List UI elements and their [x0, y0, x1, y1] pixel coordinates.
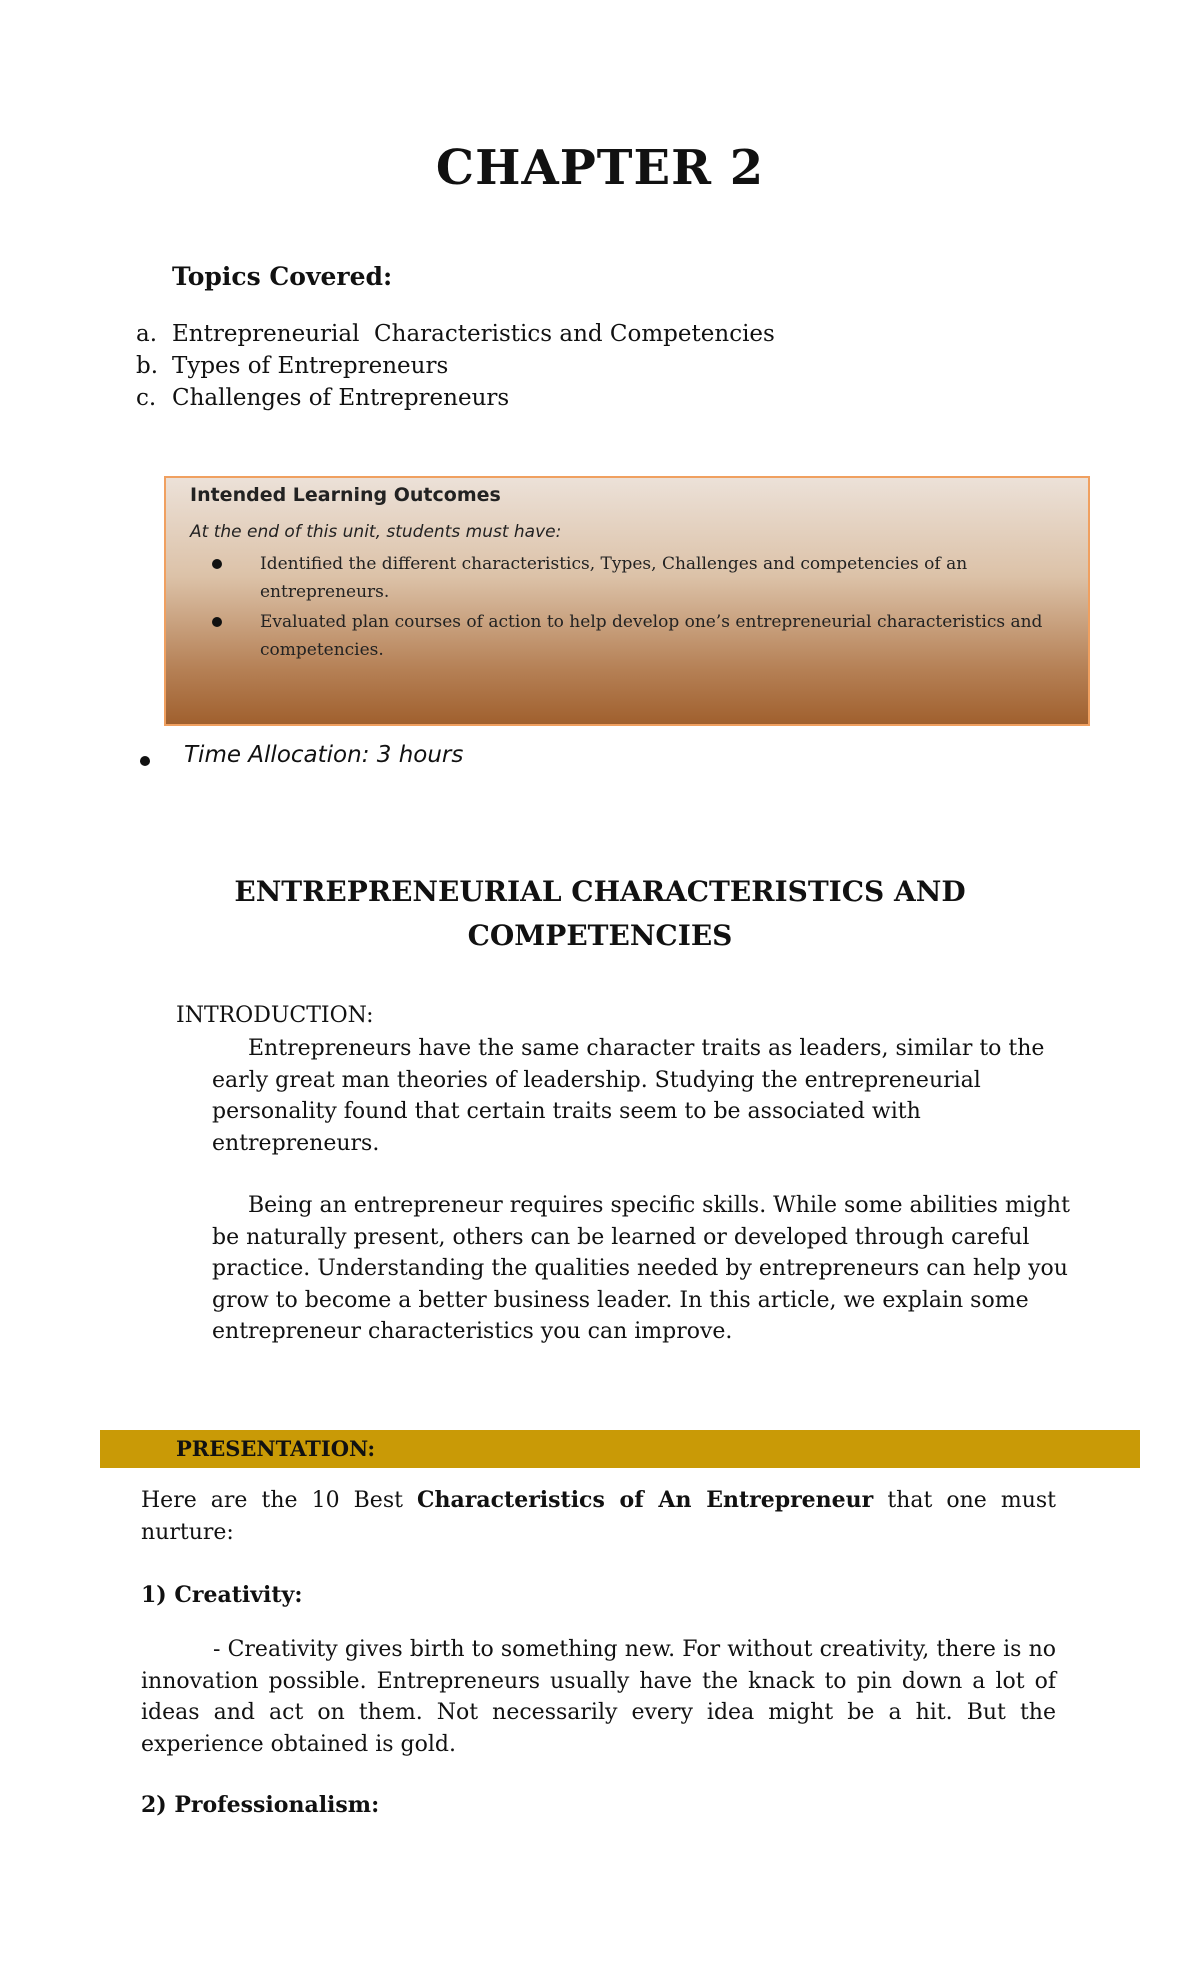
- topic-item: [136, 350, 775, 382]
- presentation-lead: [141, 1485, 1063, 1548]
- introduction-paragraph: Entrepreneurs have the same character traits as leaders, similar to the early great man theories of leadership. Studying the entrepreneurial personality found that certain traits seem to be associated with entrepreneurs.: [212, 1036, 1045, 1156]
- topics-list: [136, 318, 775, 414]
- learning-outcome-text: Identified the different characteristics, Types, Challenges and competencies of an entrepreneurs.: [260, 554, 968, 602]
- bullet-icon: [212, 559, 222, 569]
- topic-marker: a.: [136, 321, 158, 347]
- topic-label: Entrepreneurial Characteristics and Competencies: [172, 321, 775, 347]
- topic-item: [136, 382, 775, 414]
- characteristic-text: - Creativity gives birth to something new. For without creativity, there is no innovation possible. Entrepreneurs usually have the knack to pin down a lot of ideas and act on them. Not necessarily every idea might be a hit. But the experience obtained is gold.: [141, 1637, 1056, 1757]
- learning-outcomes-title: Intended Learning Outcomes: [190, 484, 501, 506]
- presentation-banner: [100, 1430, 1140, 1468]
- learning-outcomes-box: [164, 476, 1090, 726]
- topics-heading: Topics Covered:: [172, 262, 393, 291]
- learning-outcome-text: Evaluated plan courses of action to help develop one’s entrepreneurial characteristics and competencies.: [260, 612, 1043, 660]
- introduction-paragraph: Being an entrepreneur requires specific skills. While some abilities might be naturally present, others can be learned or developed through careful practice. Understanding the qualities needed by entrepreneurs can help you grow to become a better business leader. In this article, we explain some entrepreneur characteristics you can improve.: [212, 1193, 1070, 1344]
- introduction-label: INTRODUCTION:: [176, 1003, 374, 1028]
- lead-text: that one must nurture:: [141, 1488, 1063, 1545]
- lead-emphasis: Characteristics of An Entrepreneur: [417, 1487, 874, 1513]
- learning-outcomes-intro: At the end of this unit, students must have:: [190, 522, 562, 542]
- presentation-label: PRESENTATION:: [176, 1436, 376, 1461]
- characteristic-heading: 2) Professionalism:: [141, 1792, 380, 1818]
- chapter-title: CHAPTER 2: [435, 140, 765, 196]
- lead-text: Here are the 10 Best: [141, 1488, 418, 1513]
- topic-marker: c.: [136, 385, 157, 411]
- topic-label: Challenges of Entrepreneurs: [172, 385, 510, 411]
- topic-marker: b.: [136, 353, 159, 379]
- characteristic-heading: 1) Creativity:: [141, 1582, 303, 1608]
- bullet-icon: [140, 756, 150, 766]
- bullet-icon: [212, 617, 222, 627]
- topic-item: [136, 318, 775, 350]
- section-title: ENTREPRENEURIAL CHARACTERISTICS AND COMPETENCIES: [234, 875, 966, 952]
- topic-label: Types of Entrepreneurs: [172, 353, 449, 379]
- time-allocation-text: Time Allocation: 3 hours: [184, 742, 464, 768]
